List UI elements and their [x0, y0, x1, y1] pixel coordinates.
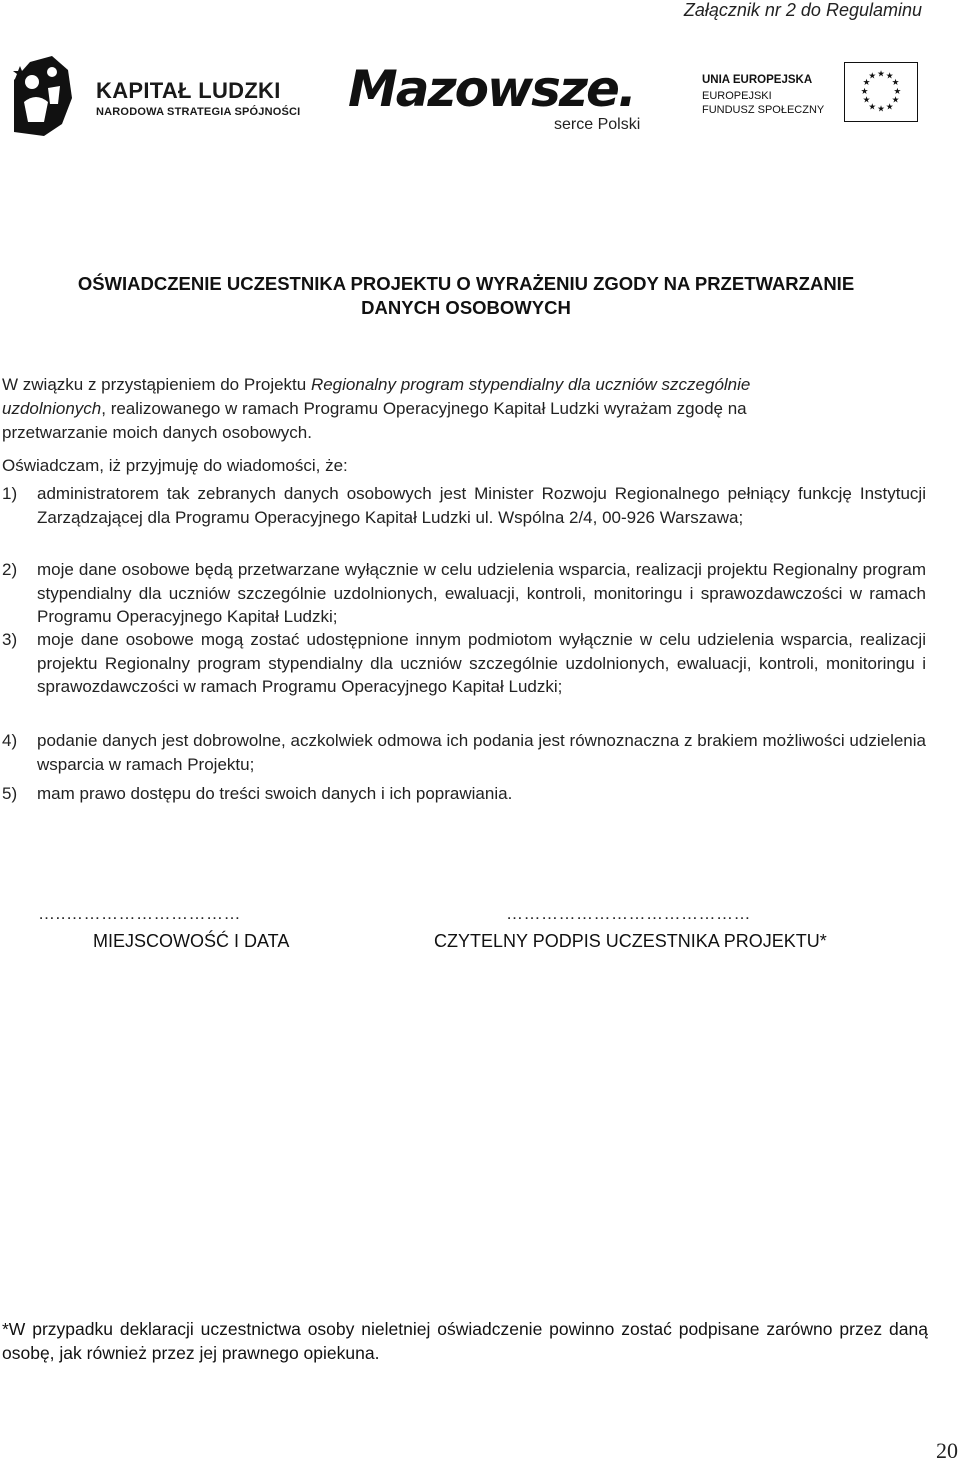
intro-text-1: W związku z przystąpieniem do Projektu — [2, 375, 311, 394]
intro-paragraph — [2, 373, 922, 445]
kapital-ludzki-title: KAPITAŁ LUDZKI — [96, 78, 281, 103]
intro-text-3: przetwarzanie moich danych osobowych. — [2, 423, 312, 442]
svg-text:★: ★ — [862, 95, 871, 106]
attachment-note: Załącznik nr 2 do Regulaminu — [683, 0, 922, 20]
kapital-ludzki-logo — [4, 48, 324, 140]
place-date-dotted-line: …..………………………… — [38, 904, 241, 923]
place-date-label: MIEJSCOWOŚĆ I DATA — [93, 931, 290, 951]
list-item-text: mam prawo dostępu do treści swoich danych i ich poprawiania. — [37, 784, 513, 803]
eu-line-2: EUROPEJSKI — [702, 90, 772, 102]
svg-text:★: ★ — [893, 86, 902, 97]
kapital-ludzki-subtitle: NARODOWA STRATEGIA SPÓJNOŚCI — [96, 106, 301, 118]
list-item — [2, 628, 926, 699]
mazowsze-tagline: serce Polski — [554, 116, 641, 133]
document-title-line-1: OŚWIADCZENIE UCZESTNIKA PROJEKTU O WYRAŻENIU ZGODY NA PRZETWARZANIE — [77, 273, 855, 294]
svg-text:★: ★ — [862, 78, 871, 89]
svg-text:★: ★ — [860, 86, 869, 97]
list-item — [2, 782, 926, 806]
list-item — [2, 729, 926, 776]
svg-text:★: ★ — [868, 102, 877, 113]
logo-band — [4, 48, 932, 140]
list-item — [2, 558, 926, 629]
svg-text:★: ★ — [885, 102, 894, 113]
mazowsze-logo — [342, 56, 662, 140]
kapital-ludzki-emblem-icon — [8, 52, 78, 138]
svg-text:★: ★ — [877, 69, 885, 80]
svg-text:★: ★ — [891, 95, 900, 106]
list-item-number: 5) — [2, 784, 18, 803]
svg-text:★: ★ — [868, 71, 877, 82]
list-item-number: 1) — [2, 484, 18, 503]
declaration-line: Oświadczam, iż przyjmuję do wiadomości, że: — [2, 456, 348, 475]
list-item-text: moje dane osobowe mogą zostać udostępnione innym podmiotom wyłącznie w celu udzielenia wsparcia, realizacji projektu Regionalny program stypendialny dla uczniów szczególnie uzdolnionych, ewaluacji, kontroli, monitoringu i sprawozdawczości w ramach Programu Operacyjnego Kapitał Ludzki; — [37, 630, 926, 696]
eu-flag-icon — [844, 62, 918, 122]
eu-logo — [694, 62, 924, 128]
list-item-number: 3) — [2, 630, 18, 649]
participant-signature-label: CZYTELNY PODPIS UCZESTNIKA PROJEKTU* — [434, 931, 827, 951]
svg-text:★: ★ — [877, 104, 885, 115]
list-item — [2, 482, 926, 529]
list-item-number: 4) — [2, 731, 18, 750]
mazowsze-wordmark: Mazowsze. — [348, 60, 635, 118]
list-item-text: administratorem tak zebranych danych osobowych jest Minister Rozwoju Regionalnego pełniący funkcję Instytucji Zarządzającej dla Programu Operacyjnego Kapitał Ludzki ul. Wspólna 2/4, 00-926 Warszawa; — [37, 484, 926, 527]
project-name-b: uzdolnionych — [2, 399, 102, 418]
page-number: 20 — [936, 1438, 958, 1463]
signature-dotted-line: …………………………………… — [506, 904, 751, 923]
footnote: *W przypadku deklaracji uczestnictwa osoby nieletniej oświadczenie powinno zostać podpisane zarówno przez daną osobę, jak również przez jej prawnego opiekuna. — [2, 1319, 928, 1363]
eu-line-1: UNIA EUROPEJSKA — [702, 74, 813, 86]
svg-text:★: ★ — [885, 71, 894, 82]
eu-line-3: FUNDUSZ SPOŁECZNY — [702, 104, 825, 116]
list-item-number: 2) — [2, 560, 18, 579]
intro-text-2: , realizowanego w ramach Programu Operacyjnego Kapitał Ludzki wyrażam zgodę na — [101, 399, 747, 418]
document-title-line-2: DANYCH OSOBOWYCH — [361, 297, 571, 318]
svg-text:★: ★ — [891, 78, 900, 89]
list-item-text: moje dane osobowe będą przetwarzane wyłącznie w celu udzielenia wsparcia, realizacji projektu Regionalny program stypendialny dla uczniów szczególnie uzdolnionych, ewaluacji, kontroli, monitoringu i sprawozdawczości w ramach Programu Operacyjnego Kapitał Ludzki; — [37, 560, 926, 626]
project-name-a: Regionalny program stypendialny dla uczniów szczególnie — [310, 375, 751, 394]
list-item-text: podanie danych jest dobrowolne, aczkolwiek odmowa ich podania jest równoznaczna z brakiem możliwości udzielenia wsparcia w ramach Projektu; — [37, 731, 926, 774]
